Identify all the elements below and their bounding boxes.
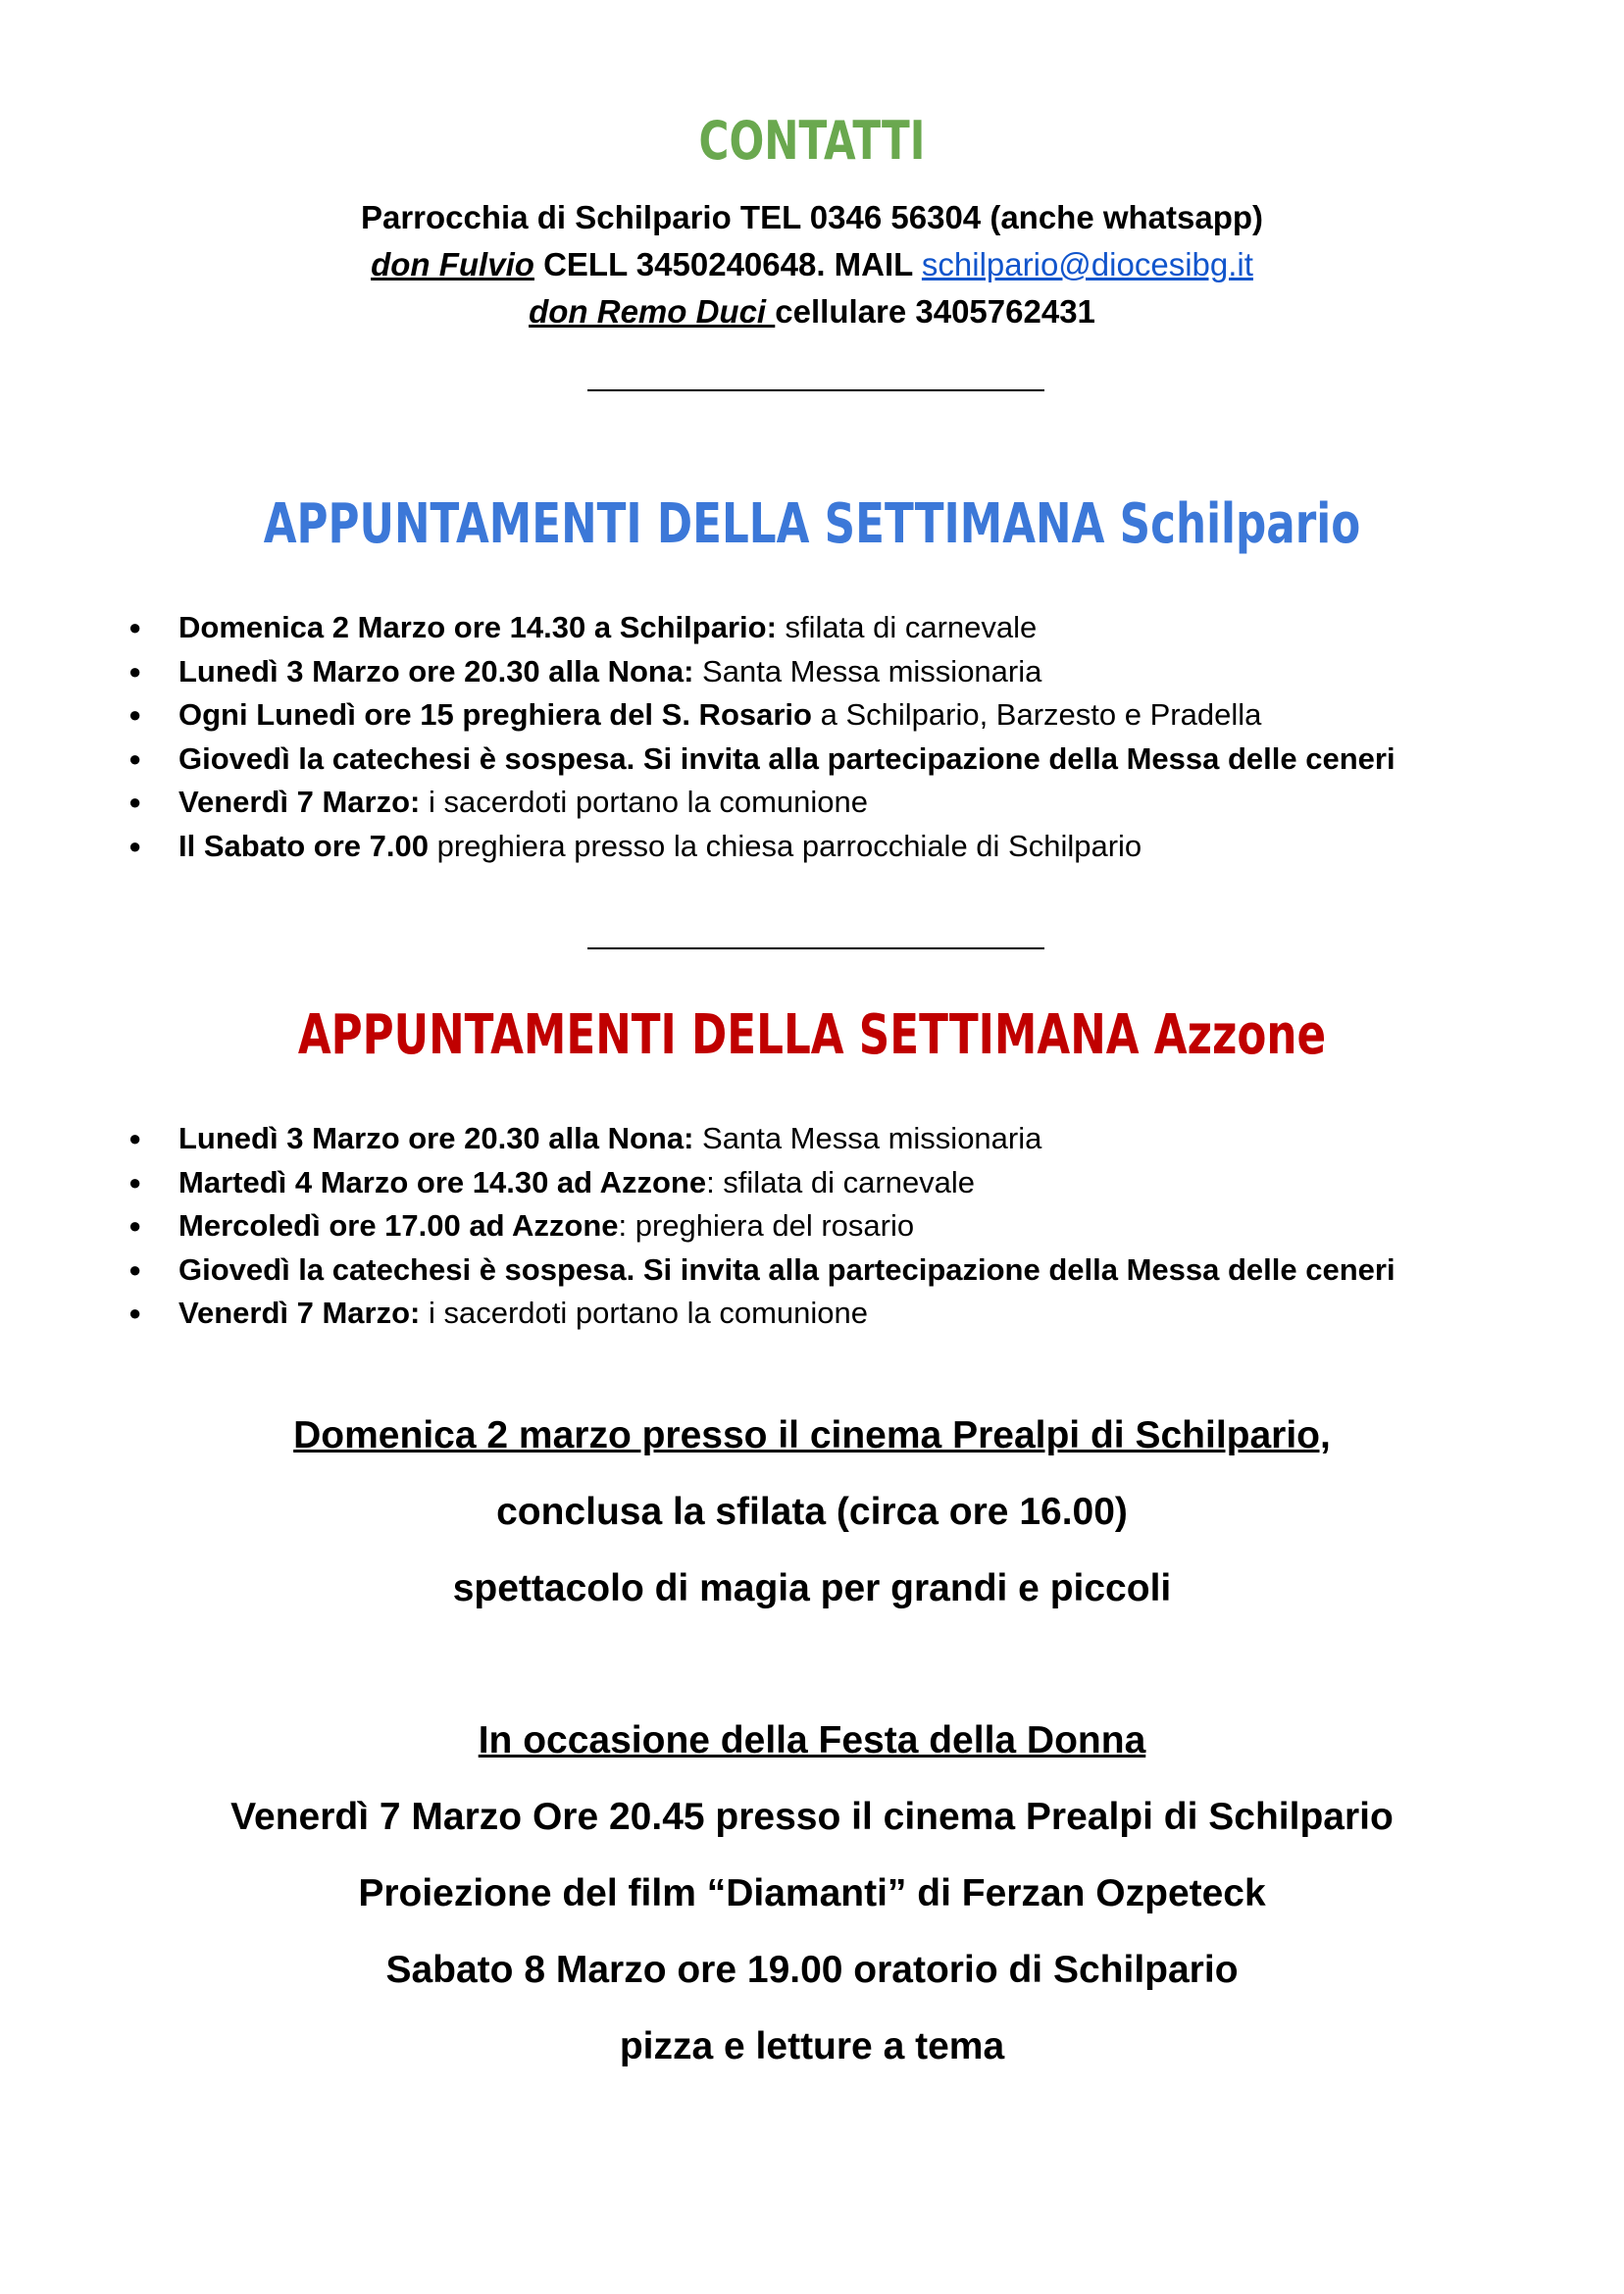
list-item: [0, 1161, 1624, 1205]
item-highlight: Giovedì la catechesi è sospesa. Si invita alla partecipazione della Messa delle ceneri: [178, 1251, 1396, 1287]
schedule-heading-place: Schilpario: [1119, 492, 1361, 556]
item-text: Santa Messa missionaria: [693, 653, 1042, 688]
list-item: [0, 1249, 1624, 1293]
don-remo-contact-line: [0, 288, 1624, 335]
item-text: sfilata di carnevale: [776, 610, 1038, 644]
list-item: [0, 781, 1624, 825]
item-text: preghiera presso la chiesa parrocchiale di Schilpario: [429, 828, 1142, 863]
magic-show-time: conclusa la sfilata (circa ore 16.00): [496, 1491, 1128, 1533]
womens-day-heading: In occasione della Festa della Donna: [478, 1719, 1146, 1761]
bullet-icon: ●: [128, 658, 142, 684]
list-item: [0, 606, 1624, 650]
bullet-icon: ●: [128, 1169, 142, 1195]
item-highlight: Martedì 4 Marzo ore 14.30 ad Azzone: [178, 1164, 707, 1199]
film-screening-title: Proiezione del film “Diamanti” di Ferzan Ozpeteck: [358, 1872, 1266, 1914]
item-text: i sacerdoti portano la comunione: [420, 785, 869, 819]
item-text: i sacerdoti portano la comunione: [420, 1296, 869, 1330]
list-item: [0, 738, 1624, 782]
bullet-icon: ●: [128, 833, 142, 858]
contacts-heading: CONTATTI: [698, 110, 926, 172]
item-highlight: Ogni Lunedì ore 15 preghiera del S. Rosario: [178, 697, 812, 732]
list-item: [0, 1117, 1624, 1161]
pizza-evening-time: Sabato 8 Marzo ore 19.00 oratorio di Schilpario: [385, 1949, 1239, 1991]
parish-phone-line: Parrocchia di Schilpario TEL 0346 56304 (anche whatsapp): [360, 199, 1264, 235]
item-highlight: Giovedì la catechesi è sospesa. Si invita alla partecipazione della Messa delle ceneri: [178, 740, 1396, 776]
email-link[interactable]: schilpario@diocesibg.it: [921, 246, 1253, 282]
item-highlight: Venerdì 7 Marzo:: [178, 785, 421, 819]
list-item: [0, 1204, 1624, 1249]
item-highlight: Mercoledì ore 17.00 ad Azzone: [178, 1208, 619, 1243]
list-item: [0, 825, 1624, 869]
divider: [587, 947, 1044, 949]
item-highlight: Il Sabato ore 7.00: [178, 828, 429, 863]
don-fulvio-contact-line: [0, 241, 1624, 288]
bullet-icon: ●: [128, 1256, 142, 1282]
magic-show-heading: Domenica 2 marzo presso il cinema Prealpi di Schilpario,: [293, 1414, 1331, 1456]
bullet-icon: ●: [128, 790, 142, 814]
divider: [587, 389, 1044, 391]
schedule-heading-main: APPUNTAMENTI DELLA SETTIMANA: [263, 492, 1120, 556]
schilpario-schedule-heading: [178, 492, 1446, 556]
magic-show-description: spettacolo di magia per grandi e piccoli: [452, 1567, 1172, 1609]
bullet-icon: ●: [128, 1300, 142, 1325]
item-text: a Schilpario, Barzesto e Pradella: [811, 697, 1262, 732]
item-highlight: Venerdì 7 Marzo:: [178, 1296, 421, 1330]
don-fulvio-details: CELL 3450240648. MAIL: [533, 246, 922, 282]
item-text: Santa Messa missionaria: [693, 1121, 1042, 1155]
item-highlight: Lunedì 3 Marzo ore 20.30 alla Nona:: [178, 1121, 694, 1155]
schedule-heading-place: Azzone: [1153, 1003, 1327, 1067]
azzone-schedule-list: [0, 1117, 1624, 1336]
bullet-icon: ●: [128, 745, 142, 771]
schedule-heading-main: APPUNTAMENTI DELLA SETTIMANA: [297, 1003, 1154, 1067]
bullet-icon: ●: [128, 1213, 142, 1238]
schilpario-schedule-list: [0, 606, 1624, 868]
item-text: : sfilata di carnevale: [706, 1164, 976, 1199]
azzone-schedule-heading: [178, 1003, 1446, 1067]
don-remo-name: don Remo Duci: [529, 293, 776, 330]
item-highlight: Domenica 2 Marzo ore 14.30 a Schilpario:: [178, 610, 777, 644]
bullet-icon: ●: [128, 1126, 142, 1150]
item-highlight: Lunedì 3 Marzo ore 20.30 alla Nona:: [178, 653, 694, 688]
bullet-icon: ●: [128, 702, 142, 727]
list-item: [0, 1292, 1624, 1336]
bullet-icon: ●: [128, 615, 142, 639]
pizza-evening-description: pizza e letture a tema: [619, 2025, 1005, 2067]
film-screening-time: Venerdì 7 Marzo Ore 20.45 presso il cinema Prealpi di Schilpario: [230, 1796, 1394, 1838]
list-item: [0, 650, 1624, 694]
list-item: [0, 693, 1624, 738]
item-text: : preghiera del rosario: [618, 1208, 915, 1243]
don-fulvio-name: don Fulvio: [371, 246, 534, 282]
don-remo-details: cellulare 3405762431: [775, 293, 1095, 330]
